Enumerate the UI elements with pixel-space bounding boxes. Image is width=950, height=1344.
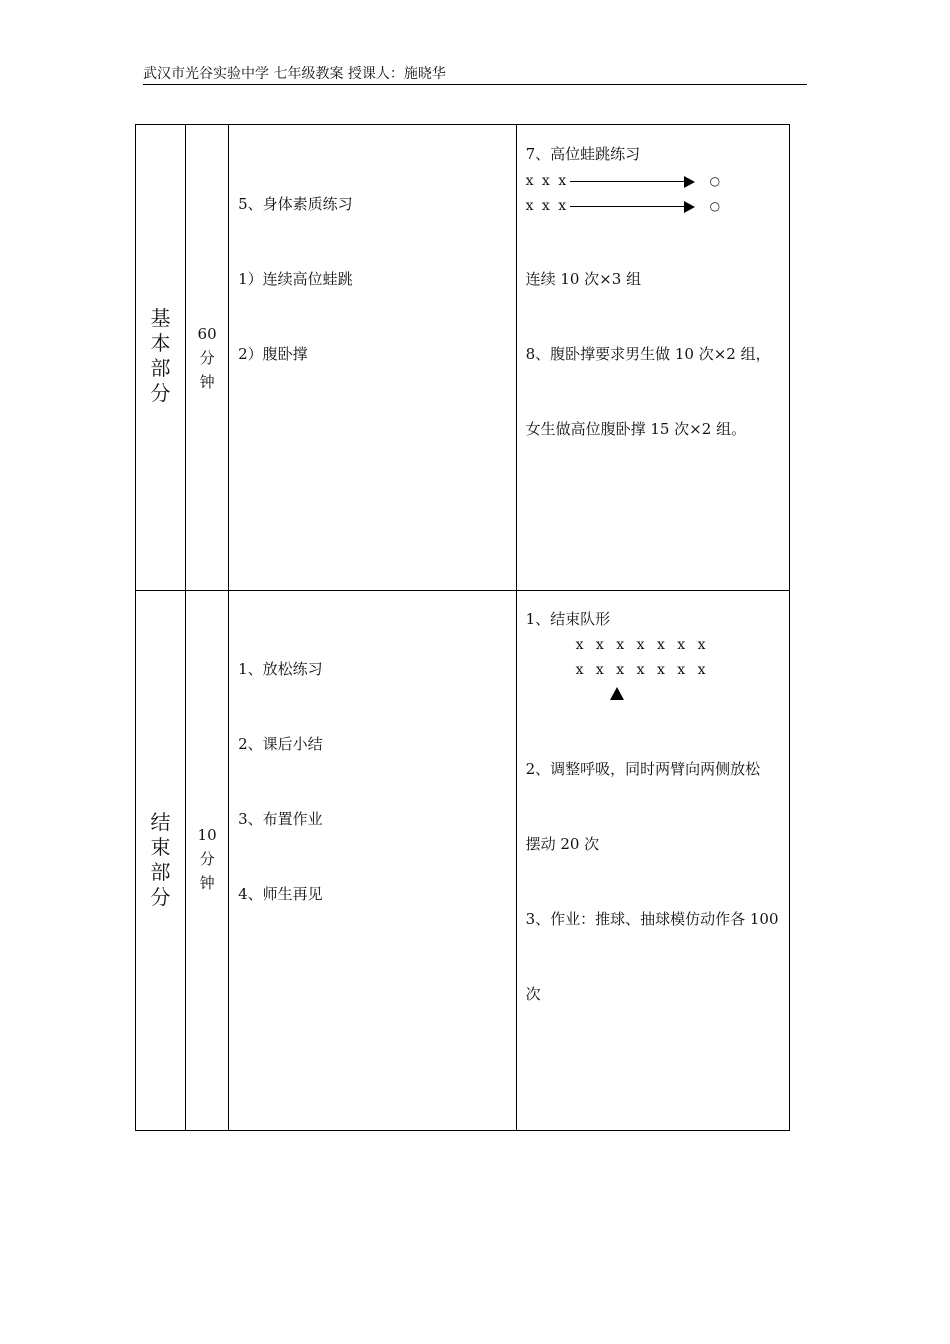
formation-row: x x x x x x x: [575, 662, 710, 678]
section-label-basic: [136, 306, 185, 406]
time-label-end: [186, 823, 228, 895]
section-char: 分: [150, 381, 171, 405]
arrow-head-icon: [684, 201, 695, 213]
formation-row: x x x x x x x: [575, 637, 710, 653]
content-cell-basic: [229, 125, 516, 591]
method-line: 连续 10 次×3 组: [525, 270, 642, 288]
section-char: 结: [150, 810, 171, 834]
time-value: 10: [197, 826, 217, 844]
method-line: 次: [525, 985, 541, 1003]
method-title-end: 1、结束队形: [525, 610, 611, 628]
method-notes-end: [526, 707, 781, 1057]
section-char: 本: [150, 331, 171, 355]
content-list-end: [238, 607, 507, 957]
frog-jump-arrow-row: [526, 169, 781, 194]
section-label-end: [136, 810, 185, 910]
section-char: 基: [150, 306, 171, 330]
student-marks: x x x: [525, 198, 569, 214]
method-line: 2、调整呼吸，同时两臂向两侧放松: [525, 760, 761, 778]
list-item: 4、师生再见: [238, 885, 323, 903]
table-row-basic-part: [136, 125, 790, 591]
method-notes-basic: [526, 217, 781, 492]
table-row-end-part: [136, 591, 790, 1131]
method-cell-basic: [516, 125, 789, 591]
content-cell-end: [229, 591, 516, 1131]
section-char: 分: [150, 885, 171, 909]
lesson-plan-table: [135, 124, 790, 1131]
target-circle-icon: ○: [709, 174, 721, 188]
method-line: 摆动 20 次: [525, 835, 600, 853]
arrow-line-icon: [570, 181, 686, 182]
list-item: 1）连续高位蛙跳: [238, 270, 353, 288]
student-marks: x x x: [525, 173, 569, 189]
method-title-basic: 7、高位蛙跳练习: [525, 145, 641, 163]
content-list-basic: [238, 142, 507, 417]
list-item: 3、布置作业: [238, 810, 323, 828]
document-header: 武汉市光谷实验中学 七年级教案 授课人：施晓华: [143, 64, 807, 85]
list-item: 1、放松练习: [238, 660, 323, 678]
section-cell-basic: [136, 125, 186, 591]
section-char: 束: [150, 835, 171, 859]
method-line: 女生做高位腹卧撑 15 次×2 组。: [525, 420, 747, 438]
time-value: 60: [197, 325, 217, 343]
target-circle-icon: ○: [709, 199, 721, 213]
section-char: 部: [150, 860, 171, 884]
list-item: 2）腹卧撑: [238, 345, 308, 363]
section-char: 部: [150, 356, 171, 380]
time-unit-char: 钟: [199, 874, 215, 892]
method-line: 8、腹卧撑要求男生做 10 次×2 组，: [525, 345, 771, 363]
section-cell-end: [136, 591, 186, 1131]
time-unit-char: 钟: [199, 373, 215, 391]
time-unit-char: 分: [199, 850, 215, 868]
time-label-basic: [186, 322, 228, 394]
arrow-head-icon: [684, 176, 695, 188]
time-unit-char: 分: [199, 349, 215, 367]
time-cell-end: [186, 591, 229, 1131]
list-item: 2、课后小结: [238, 735, 323, 753]
method-cell-end: [516, 591, 789, 1131]
teacher-triangle-icon: [610, 687, 624, 700]
frog-jump-arrow-row: [526, 194, 781, 219]
list-item: 5、身体素质练习: [238, 195, 353, 213]
method-line: 3、作业：推球、抽球模仿动作各 100: [525, 910, 779, 928]
arrow-line-icon: [570, 206, 686, 207]
time-cell-basic: [186, 125, 229, 591]
